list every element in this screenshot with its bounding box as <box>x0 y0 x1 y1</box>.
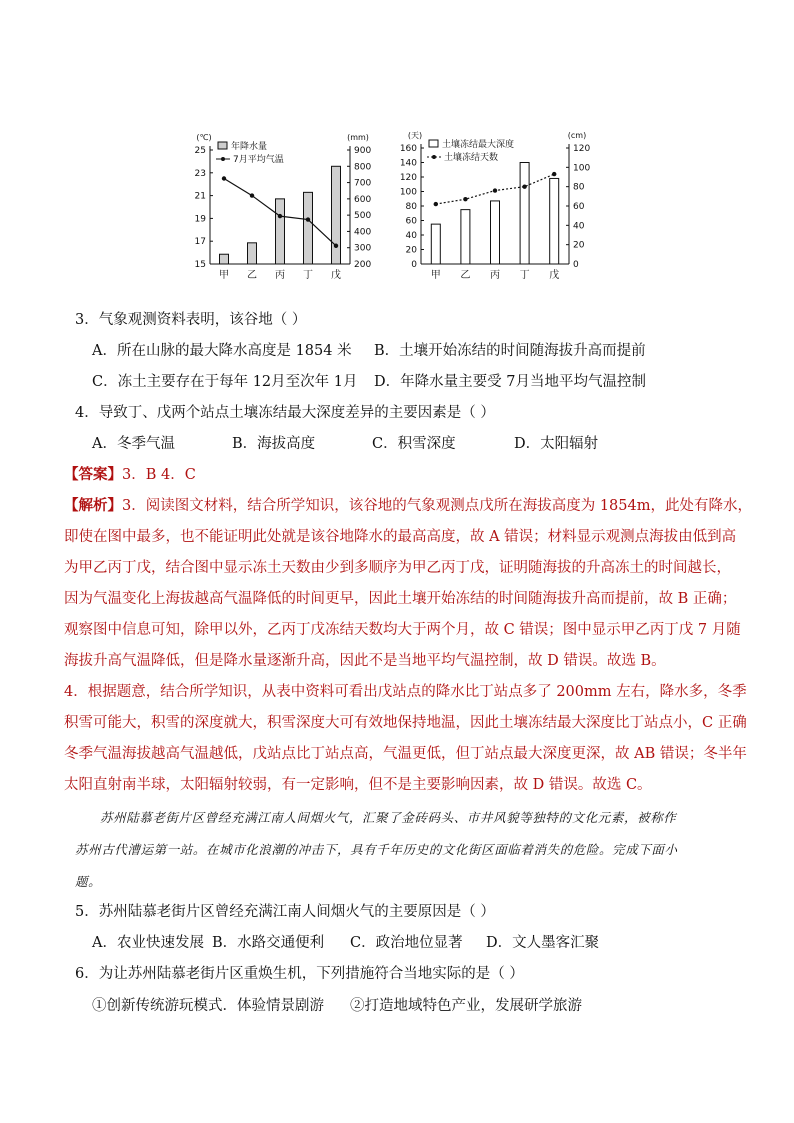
category-label: 乙 <box>460 270 471 281</box>
q3-option-d[interactable]: D．年降水量主要受 7月当地平均气温控制 <box>374 374 646 390</box>
q3-option-a[interactable]: A．所在山脉的最大降水高度是 1854 米 <box>92 343 352 359</box>
bar-丙 <box>491 201 500 264</box>
y-right-tick-label: 800 <box>354 162 372 173</box>
q3-option-b[interactable]: B．土壤开始冻结的时间随海拔升高而提前 <box>374 343 646 359</box>
climate-chart <box>190 116 390 290</box>
soil-frost-chart <box>393 116 603 290</box>
bar-戊 <box>550 178 559 264</box>
y-right-tick-label: 40 <box>573 221 585 232</box>
y-right-tick-label: 900 <box>354 146 372 156</box>
bar-戊 <box>332 166 341 264</box>
y-left-tick-label: 140 <box>399 158 417 169</box>
y-left-tick-label: 120 <box>399 173 417 183</box>
legend-line-label: 7月平均气温 <box>233 155 284 165</box>
line-point-丙 <box>493 188 497 192</box>
bar-丙 <box>276 199 285 264</box>
category-label: 甲 <box>219 270 229 281</box>
q4-stem: 4．导致丁、戊两个站点土壤冻结最大深度差异的主要因素是（ ） <box>75 405 495 421</box>
q3-option-c[interactable]: C．冻土主要存在于每年 12月至次年 1月 <box>92 374 358 390</box>
y-right-tick-label: 700 <box>354 178 372 189</box>
q6-option-2[interactable]: ②打造地域特色产业，发展研学旅游 <box>350 998 582 1014</box>
line-point-乙 <box>250 193 254 197</box>
y-left-unit: (天) <box>407 131 423 140</box>
analysis-text-0: 3．阅读图文材料，结合所学知识，该谷地的气象观测点戊所在海拔高度为 1854m，此处有降水， <box>122 498 752 514</box>
y-right-tick-label: 0 <box>573 260 579 270</box>
bar-甲 <box>431 224 440 264</box>
line-point-乙 <box>463 197 467 201</box>
y-left-tick-label: 80 <box>405 202 417 212</box>
y-left-tick-label: 21 <box>194 191 206 202</box>
y-left-tick-label: 23 <box>194 168 206 179</box>
legend-line-marker <box>221 157 225 161</box>
bar-丁 <box>520 163 529 265</box>
line-point-甲 <box>434 202 438 206</box>
y-left-tick-label: 100 <box>399 187 417 198</box>
q5-option-a[interactable]: A．农业快速发展 <box>92 935 204 951</box>
line-point-丁 <box>522 184 526 188</box>
analysis-label: 【解析】 <box>64 497 122 514</box>
y-left-tick-label: 60 <box>405 216 417 227</box>
q6-option-1[interactable]: ①创新传统游玩模式．体验情景剧游 <box>92 998 324 1014</box>
category-label: 丁 <box>519 270 530 281</box>
y-right-tick-label: 60 <box>573 202 585 212</box>
y-left-tick-label: 160 <box>399 144 417 154</box>
q6-stem: 6．为让苏州陆慕老街片区重焕生机，下列措施符合当地实际的是（ ） <box>75 966 524 982</box>
bar-乙 <box>248 243 257 264</box>
y-left-tick-label: 19 <box>194 214 206 225</box>
answer-label: 【答案】 <box>64 466 122 483</box>
line-point-甲 <box>222 176 226 180</box>
analysis-text-6: 4．根据题意，结合所学知识，从表中资料可看出戊站点的降水比丁站点多了 200mm 左右，降水多，冬季 <box>64 684 747 700</box>
q5-option-b[interactable]: B．水路交通便利 <box>212 935 325 951</box>
legend-bar-label: 土壤冻结最大深度 <box>442 140 515 150</box>
y-right-tick-label: 600 <box>354 194 372 205</box>
category-label: 戊 <box>549 270 560 281</box>
q3-stem: 3．气象观测资料表明，该谷地（ ） <box>75 312 307 328</box>
bar-乙 <box>461 210 470 264</box>
analysis-text-7: 积雪可能大，积雪的深度就大，积雪深度大可有效地保持地温，因此土壤冻结最大深度比丁站点小，C 正确 <box>64 715 747 731</box>
analysis-text-5: 海拔升高气温降低，但是降水量逐渐升高，因此不是当地平均气温控制，故 D 错误。故选 B。 <box>64 653 666 669</box>
legend-line-marker <box>432 155 436 159</box>
answer-text: 3．B 4．C <box>122 467 196 483</box>
line-point-戊 <box>552 172 556 176</box>
line-point-戊 <box>334 244 338 248</box>
y-right-tick-label: 300 <box>354 243 372 254</box>
y-left-tick-label: 15 <box>194 260 206 270</box>
legend-bar-swatch <box>429 140 438 147</box>
bar-丁 <box>304 192 313 264</box>
y-right-tick-label: 500 <box>354 211 372 222</box>
y-left-tick-label: 25 <box>194 146 206 156</box>
category-label: 甲 <box>430 270 441 281</box>
analysis-text-2: 为甲乙丙丁戊，结合图中显示冻土天数由少到多顺序为甲乙丙丁戊，证明随海拔的升高冻土的时间越长， <box>64 560 731 576</box>
analysis-text-8: 冬季气温海拔越高气温越低，戊站点比丁站点高，气温更低，但丁站点最大深度更深，故 AB 错误；冬半年 <box>64 746 747 762</box>
passage-line-3: 题。 <box>75 874 102 889</box>
category-label: 戊 <box>331 270 341 281</box>
q4-option-b[interactable]: B．海拔高度 <box>232 436 316 452</box>
y-right-tick-label: 400 <box>354 227 372 238</box>
y-right-unit: (mm) <box>347 133 369 142</box>
legend-line-label: 土壤冻结天数 <box>444 153 499 163</box>
q4-option-d[interactable]: D．太阳辐射 <box>514 436 599 452</box>
analysis-text-3: 因为气温变化上海拔越高气温降低的时间更早，因此土壤开始冻结的时间随海拔升高而提前，故 B 正确； <box>64 591 737 607</box>
bar-甲 <box>220 254 229 264</box>
q4-option-a[interactable]: A．冬季气温 <box>92 436 175 452</box>
q5-option-d[interactable]: D．文人墨客汇聚 <box>486 935 600 951</box>
category-label: 丙 <box>275 270 285 281</box>
y-right-tick-label: 80 <box>573 182 585 193</box>
passage-line-1: 苏州陆慕老街片区曾经充满江南人间烟火气，汇聚了金砖码头、市井风貌等独特的文化元素，被称作 <box>100 810 677 825</box>
analysis-text-4: 观察图中信息可知，除甲以外，乙丙丁戊冻结天数均大于两个月，故 C 错误；图中显示甲乙丙丁戊 7 月随 <box>64 622 741 638</box>
y-right-tick-label: 20 <box>573 240 585 251</box>
q5-stem: 5．苏州陆慕老街片区曾经充满江南人间烟火气的主要原因是（ ） <box>75 904 495 920</box>
y-left-tick-label: 0 <box>411 260 417 270</box>
y-right-tick-label: 120 <box>573 144 591 154</box>
category-label: 乙 <box>247 270 257 281</box>
analysis-text-9: 太阳直射南半球，太阳辐射较弱，有一定影响，但不是主要影响因素，故 D 错误。故选 C。 <box>64 777 652 793</box>
passage-line-2: 苏州古代漕运第一站。在城市化浪潮的冲击下，具有千年历史的文化街区面临着消失的危险。完成下面小 <box>75 842 678 857</box>
q4-option-c[interactable]: C．积雪深度 <box>372 436 456 452</box>
line-point-丙 <box>278 214 282 218</box>
y-left-tick-label: 20 <box>405 245 417 256</box>
y-left-unit: (℃) <box>196 133 212 142</box>
y-right-tick-label: 200 <box>354 260 372 270</box>
q5-option-c[interactable]: C．政治地位显著 <box>350 935 463 951</box>
y-left-tick-label: 40 <box>405 231 417 241</box>
y-right-unit: (cm) <box>567 131 587 140</box>
category-label: 丁 <box>303 270 313 281</box>
legend-bar-label: 年降水量 <box>231 142 268 152</box>
legend-bar-swatch <box>218 142 227 149</box>
category-label: 丙 <box>490 270 500 281</box>
line-point-丁 <box>306 217 310 221</box>
answer-line <box>64 465 196 485</box>
analysis-line-1 <box>64 496 752 516</box>
analysis-text-1: 即使在图中最多，也不能证明此处就是该谷地降水的最高高度，故 A 错误；材料显示观测点海拔由低到高 <box>64 529 737 545</box>
y-right-tick-label: 100 <box>573 163 591 174</box>
y-left-tick-label: 17 <box>194 237 206 248</box>
